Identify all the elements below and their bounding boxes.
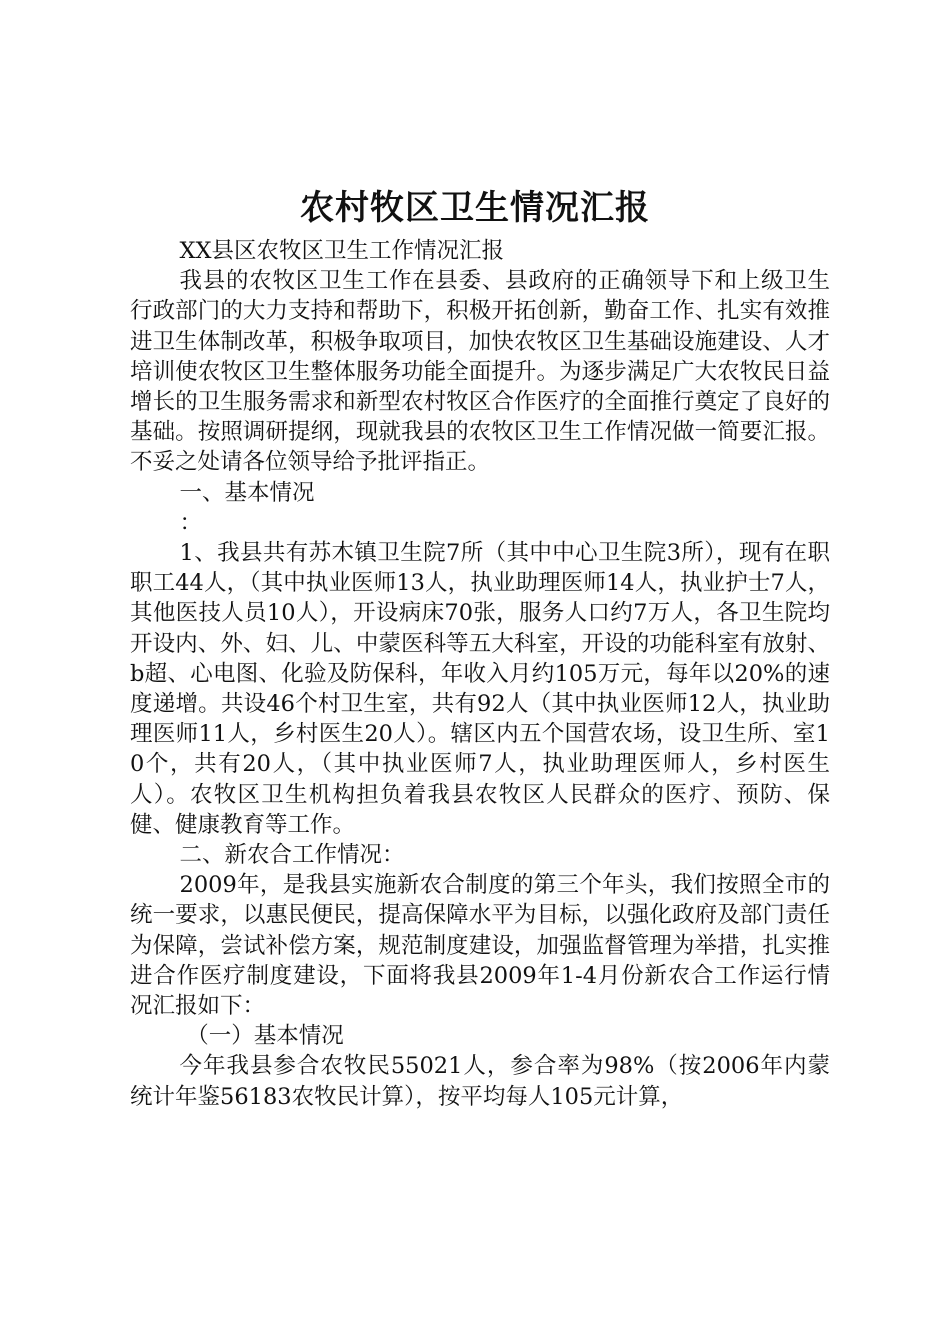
intro-paragraph: 我县的农牧区卫生工作在县委、县政府的正确领导下和上级卫生行政部门的大力支持和帮助下，积极开拓创新，勤奋工作、扎实有效推进卫生体制改革，积极争取项目，加快农牧区卫生基础设施建设、人才培训使农牧区卫生整体服务功能全面提升。为逐步满足广大农牧民日益增长的卫生服务需求和新型农村牧区合作医疗的全面推行奠定了良好的基础。按照调研提纲，现就我县的农牧区卫生工作情况做一简要汇报。不妥之处请各位领导给予批评指正。 (130, 268, 830, 476)
enrollment-paragraph: 今年我县参合农牧民55021人，参合率为98%（按2006年内蒙统计年鉴56183农牧民计算），按平均每人105元计算， (130, 1053, 830, 1110)
colon-line: ： (179, 509, 203, 536)
document-body (130, 236, 830, 1112)
basic-info-paragraph: 1、我县共有苏木镇卫生院7所（其中中心卫生院3所），现有在职职工44人，（其中执业医师13人，执业助理医师14人，执业护士7人，其他医技人员10人），开设病床70张，服务人口约7万人，各卫生院均开设内、外、妇、儿、中蒙医科等五大科室，开设的功能科室有放射、b超、心电图、化验及防保科，年收入月约105万元，每年以20%的速度递增。共设46个村卫生室，共有92人（其中执业医师12人，执业助理医师11人，乡村医生20人）。辖区内五个国营农场，设卫生所、室10个，共有20人，（其中执业医师7人，执业助理医师人，乡村医生人）。农牧区卫生机构担负着我县农牧区人民群众的医疗、预防、保健、健康教育等工作。 (130, 540, 830, 838)
report-subtitle: XX县区农牧区卫生工作情况汇报 (179, 238, 505, 264)
section-heading-ncms: 二、新农合工作情况： (179, 842, 405, 869)
subsection-heading-basic: （一）基本情况 (186, 1023, 344, 1050)
document-title: 农村牧区卫生情况汇报 (300, 188, 650, 228)
ncms-paragraph: 2009年，是我县实施新农合制度的第三个年头，我们按照全市的统一要求，以惠民便民，提高保障水平为目标，以强化政府及部门责任为保障，尝试补偿方案，规范制度建设，加强监督管理为举措，扎实推进合作医疗制度建设，下面将我县2009年1-4月份新农合工作运行情况汇报如下： (130, 872, 830, 1020)
section-heading-basic: 一、基本情况 (179, 479, 315, 506)
